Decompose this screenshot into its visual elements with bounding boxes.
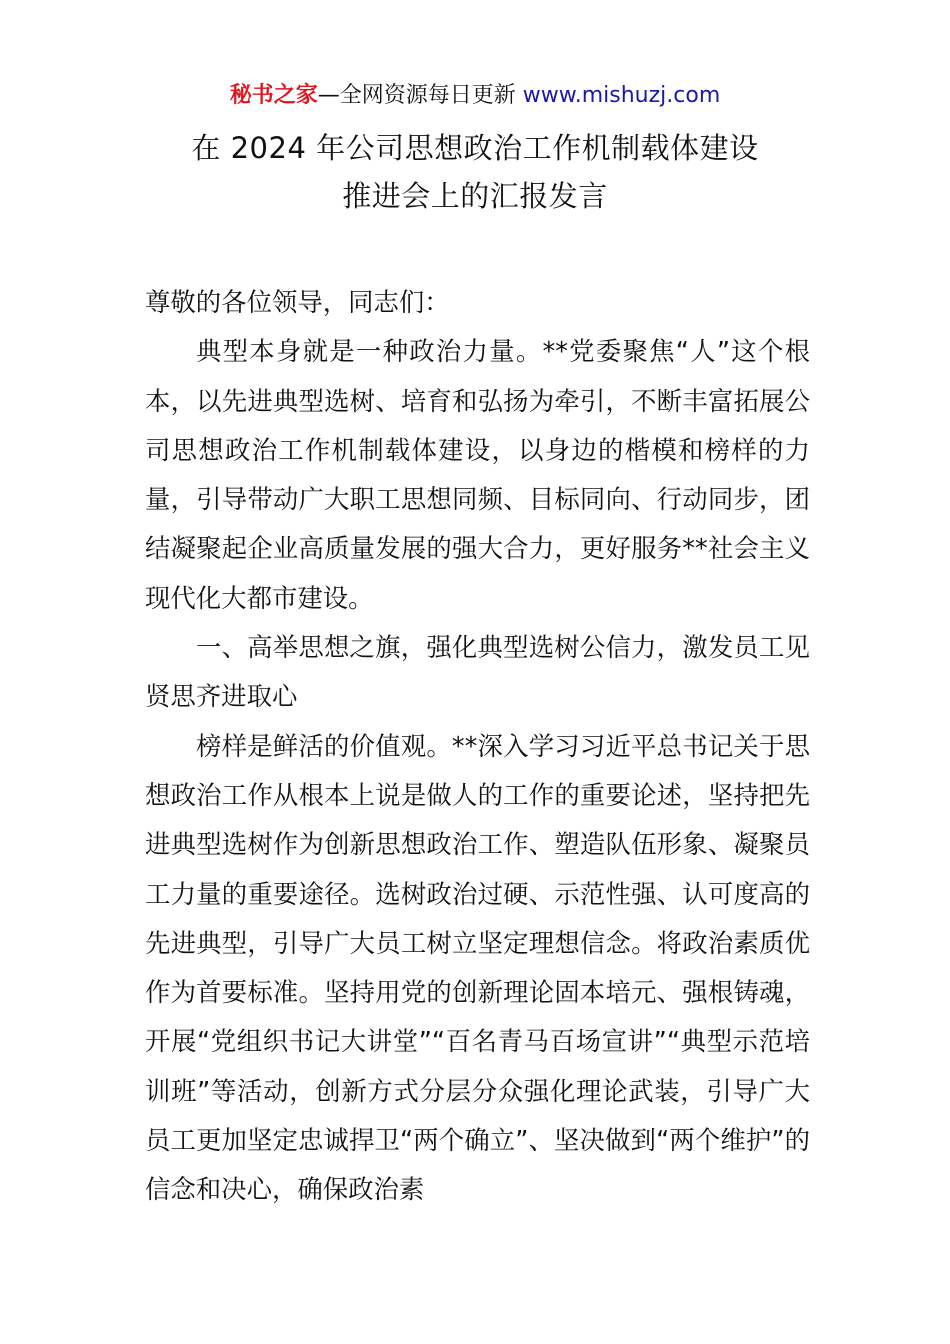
paragraph-intro: 典型本身就是一种政治力量。**党委聚焦“人”这个根本，以先进典型选树、培育和弘扬为牵引，不断丰富拓展公司思想政治工作机制载体建设，以身边的楷模和榜样的力量，引导带动广大职工思想同频、目标同向、行动同步，团结凝聚起企业高质量发展的强大合力，更好服务**社会主义现代化大都市建设。	[145, 336, 810, 613]
site-tagline: —全网资源每日更新	[317, 83, 523, 108]
document-body	[145, 278, 810, 1215]
paragraph-section-1: 榜样是鲜活的价值观。**深入学习习近平总书记关于思想政治工作从根本上说是做人的工作的重要论述，坚持把先进典型选树作为创新思想政治工作、塑造队伍形象、凝聚员工力量的重要途径。选树政治过硬、示范性强、认可度高的先进典型，引导广大员工树立坚定理想信念。将政治素质优作为首要标准。坚持用党的创新理论固本培元、强根铸魂，开展“党组织书记大讲堂”“百名青马百场宣讲”“典型示范培训班”等活动，创新方式分层分众强化理论武装，引导广大员工更加坚定忠诚捍卫“两个确立”、坚决做到“两个维护”的信念和决心，确保政治素	[145, 730, 810, 1205]
site-header	[0, 80, 950, 112]
site-url-link[interactable]: www.mishuzj.com	[522, 83, 721, 108]
section-heading-1: 一、高举思想之旗，强化典型选树公信力，激发员工见贤思齐进取心	[145, 632, 810, 712]
document-title-line-2: 推进会上的汇报发言	[342, 179, 608, 213]
salutation: 尊敬的各位领导，同志们：	[145, 287, 450, 317]
site-name: 秘书之家	[229, 83, 318, 108]
document-title-line-1: 在 2024 年公司思想政治工作机制载体建设	[191, 131, 759, 165]
